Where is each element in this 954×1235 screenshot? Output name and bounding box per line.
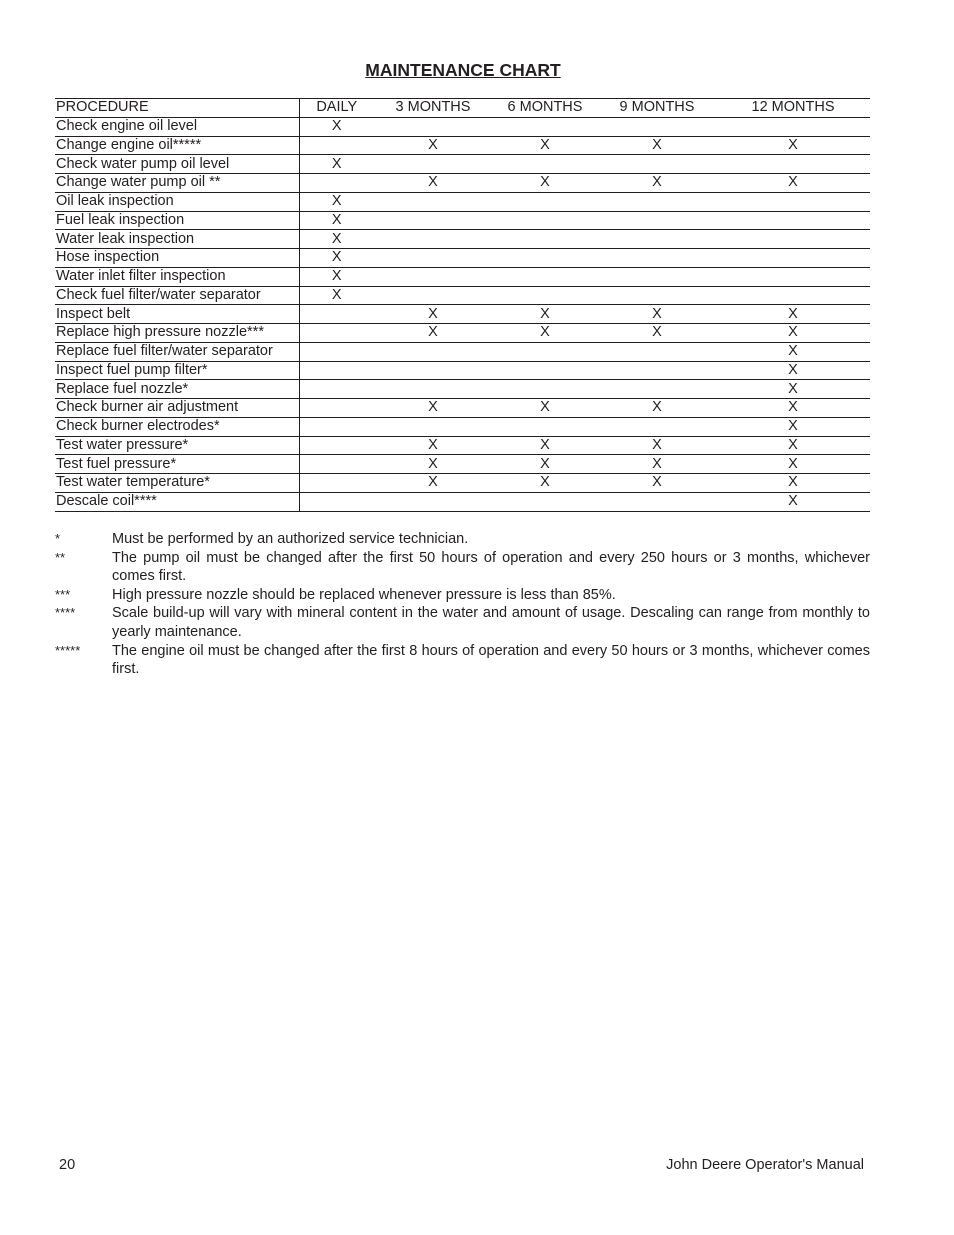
procedure-cell: Check burner air adjustment <box>55 399 299 418</box>
schedule-cell <box>598 417 716 436</box>
table-row <box>55 305 870 324</box>
procedure-cell: Check water pump oil level <box>55 155 299 174</box>
footnote-text: The pump oil must be changed after the first 50 hours of operation and every 250 hours or 3 months, whichever comes first. <box>112 549 870 585</box>
schedule-cell <box>299 380 374 399</box>
schedule-cell <box>374 492 492 511</box>
schedule-cell: X <box>299 267 374 286</box>
schedule-cell: X <box>716 305 870 324</box>
schedule-cell: X <box>492 305 598 324</box>
procedure-cell: Test fuel pressure* <box>55 455 299 474</box>
header-12-months: 12 MONTHS <box>716 99 870 118</box>
footnote <box>55 530 870 549</box>
table-row <box>55 136 870 155</box>
schedule-cell <box>716 267 870 286</box>
schedule-cell <box>374 267 492 286</box>
schedule-cell: X <box>598 136 716 155</box>
schedule-cell <box>374 361 492 380</box>
procedure-cell: Inspect belt <box>55 305 299 324</box>
schedule-cell <box>299 455 374 474</box>
schedule-cell <box>374 155 492 174</box>
schedule-cell <box>598 211 716 230</box>
footnotes <box>55 530 870 679</box>
schedule-cell: X <box>374 474 492 493</box>
table-row <box>55 417 870 436</box>
schedule-cell <box>492 286 598 305</box>
schedule-cell: X <box>716 136 870 155</box>
table-row <box>55 267 870 286</box>
schedule-cell <box>374 192 492 211</box>
schedule-cell <box>716 249 870 268</box>
table-row <box>55 436 870 455</box>
schedule-cell <box>598 361 716 380</box>
schedule-cell <box>374 286 492 305</box>
schedule-cell <box>299 324 374 343</box>
table-row <box>55 286 870 305</box>
schedule-cell: X <box>716 474 870 493</box>
schedule-cell <box>598 267 716 286</box>
procedure-cell: Water leak inspection <box>55 230 299 249</box>
schedule-cell <box>492 155 598 174</box>
footnote-text: Scale build-up will vary with mineral content in the water and amount of usage. Descaling can range from monthly to yearly maintenance. <box>112 605 870 640</box>
schedule-cell: X <box>492 136 598 155</box>
schedule-cell <box>598 286 716 305</box>
schedule-cell: X <box>716 380 870 399</box>
schedule-cell <box>492 361 598 380</box>
page-number: 20 <box>59 1157 76 1173</box>
schedule-cell: X <box>716 399 870 418</box>
maintenance-table <box>55 98 870 512</box>
schedule-cell <box>299 136 374 155</box>
schedule-cell: X <box>374 455 492 474</box>
procedure-cell: Replace fuel filter/water separator <box>55 342 299 361</box>
table-row <box>55 211 870 230</box>
footnote-mark: ***** <box>55 642 81 658</box>
schedule-cell <box>299 492 374 511</box>
schedule-cell <box>492 492 598 511</box>
table-row <box>55 455 870 474</box>
schedule-cell: X <box>299 230 374 249</box>
schedule-cell: X <box>598 305 716 324</box>
table-row <box>55 474 870 493</box>
header-9-months: 9 MONTHS <box>598 99 716 118</box>
table-row <box>55 361 870 380</box>
schedule-cell <box>492 380 598 399</box>
schedule-cell: X <box>598 399 716 418</box>
table-row <box>55 399 870 418</box>
procedure-cell: Check fuel filter/water separator <box>55 286 299 305</box>
schedule-cell: X <box>374 436 492 455</box>
schedule-cell <box>374 342 492 361</box>
procedure-cell: Oil leak inspection <box>55 192 299 211</box>
schedule-cell: X <box>299 117 374 136</box>
schedule-cell: X <box>492 174 598 193</box>
schedule-cell <box>299 305 374 324</box>
procedure-cell: Hose inspection <box>55 249 299 268</box>
schedule-cell: X <box>374 399 492 418</box>
procedure-cell: Test water pressure* <box>55 436 299 455</box>
table-body <box>55 117 870 511</box>
schedule-cell: X <box>299 192 374 211</box>
procedure-cell: Change engine oil***** <box>55 136 299 155</box>
procedure-cell: Test water temperature* <box>55 474 299 493</box>
schedule-cell: X <box>598 474 716 493</box>
schedule-cell: X <box>716 324 870 343</box>
procedure-cell: Replace fuel nozzle* <box>55 380 299 399</box>
schedule-cell: X <box>716 492 870 511</box>
header-daily: DAILY <box>299 99 374 118</box>
schedule-cell <box>299 174 374 193</box>
schedule-cell <box>299 436 374 455</box>
schedule-cell <box>299 361 374 380</box>
footnote-text: The engine oil must be changed after the first 8 hours of operation and every 50 hours or 3 months, whichever comes first. <box>112 642 870 678</box>
schedule-cell <box>492 211 598 230</box>
schedule-cell <box>492 342 598 361</box>
schedule-cell <box>598 342 716 361</box>
procedure-cell: Descale coil**** <box>55 492 299 511</box>
schedule-cell <box>716 230 870 249</box>
footnote <box>55 642 870 679</box>
footnote-mark: **** <box>55 605 76 621</box>
schedule-cell <box>492 417 598 436</box>
schedule-cell <box>374 380 492 399</box>
procedure-cell: Replace high pressure nozzle*** <box>55 324 299 343</box>
schedule-cell <box>492 117 598 136</box>
schedule-cell <box>598 155 716 174</box>
schedule-cell: X <box>716 174 870 193</box>
footnote <box>55 549 870 586</box>
table-row <box>55 192 870 211</box>
schedule-cell <box>716 192 870 211</box>
schedule-cell: X <box>598 455 716 474</box>
schedule-cell: X <box>492 474 598 493</box>
footnote-text: High pressure nozzle should be replaced whenever pressure is less than 85%. <box>112 586 616 603</box>
schedule-cell <box>598 492 716 511</box>
schedule-cell <box>716 155 870 174</box>
schedule-cell <box>598 192 716 211</box>
schedule-cell <box>492 267 598 286</box>
procedure-cell: Check burner electrodes* <box>55 417 299 436</box>
schedule-cell: X <box>299 155 374 174</box>
schedule-cell <box>492 192 598 211</box>
schedule-cell <box>374 117 492 136</box>
schedule-cell <box>374 249 492 268</box>
schedule-cell: X <box>598 174 716 193</box>
footnote-mark: ** <box>55 549 66 565</box>
footnote-text: Must be performed by an authorized service technician. <box>112 531 469 547</box>
header-procedure: PROCEDURE <box>55 99 299 118</box>
header-3-months: 3 MONTHS <box>374 99 492 118</box>
schedule-cell: X <box>299 211 374 230</box>
schedule-cell <box>374 211 492 230</box>
table-row <box>55 380 870 399</box>
procedure-cell: Inspect fuel pump filter* <box>55 361 299 380</box>
schedule-cell: X <box>716 417 870 436</box>
schedule-cell <box>716 286 870 305</box>
schedule-cell <box>299 342 374 361</box>
footnote <box>55 586 870 605</box>
schedule-cell <box>716 211 870 230</box>
schedule-cell: X <box>299 249 374 268</box>
schedule-cell: X <box>716 361 870 380</box>
table-row <box>55 174 870 193</box>
schedule-cell <box>598 380 716 399</box>
schedule-cell: X <box>716 455 870 474</box>
footnote <box>55 604 870 641</box>
table-row <box>55 342 870 361</box>
schedule-cell <box>598 117 716 136</box>
chart-title: MAINTENANCE CHART <box>365 60 561 80</box>
schedule-cell: X <box>598 324 716 343</box>
schedule-cell <box>299 399 374 418</box>
schedule-cell <box>492 249 598 268</box>
table-header-row <box>55 99 870 118</box>
procedure-cell: Change water pump oil ** <box>55 174 299 193</box>
table-row <box>55 230 870 249</box>
procedure-cell: Water inlet filter inspection <box>55 267 299 286</box>
schedule-cell <box>492 230 598 249</box>
schedule-cell: X <box>374 305 492 324</box>
schedule-cell <box>299 474 374 493</box>
table-row <box>55 492 870 511</box>
table-row <box>55 155 870 174</box>
schedule-cell: X <box>374 136 492 155</box>
schedule-cell: X <box>716 436 870 455</box>
table-row <box>55 249 870 268</box>
schedule-cell: X <box>716 342 870 361</box>
schedule-cell <box>374 417 492 436</box>
footnote-mark: * <box>55 531 61 546</box>
schedule-cell: X <box>598 436 716 455</box>
schedule-cell <box>716 117 870 136</box>
schedule-cell: X <box>492 436 598 455</box>
schedule-cell: X <box>374 324 492 343</box>
schedule-cell: X <box>492 324 598 343</box>
schedule-cell <box>598 230 716 249</box>
procedure-cell: Check engine oil level <box>55 117 299 136</box>
schedule-cell: X <box>299 286 374 305</box>
table-row <box>55 117 870 136</box>
schedule-cell: X <box>374 174 492 193</box>
manual-title: John Deere Operator's Manual <box>666 1157 864 1173</box>
schedule-cell <box>598 249 716 268</box>
table-row <box>55 324 870 343</box>
schedule-cell: X <box>492 455 598 474</box>
header-6-months: 6 MONTHS <box>492 99 598 118</box>
schedule-cell <box>299 417 374 436</box>
schedule-cell: X <box>492 399 598 418</box>
footnote-mark: *** <box>55 586 71 602</box>
procedure-cell: Fuel leak inspection <box>55 211 299 230</box>
schedule-cell <box>374 230 492 249</box>
